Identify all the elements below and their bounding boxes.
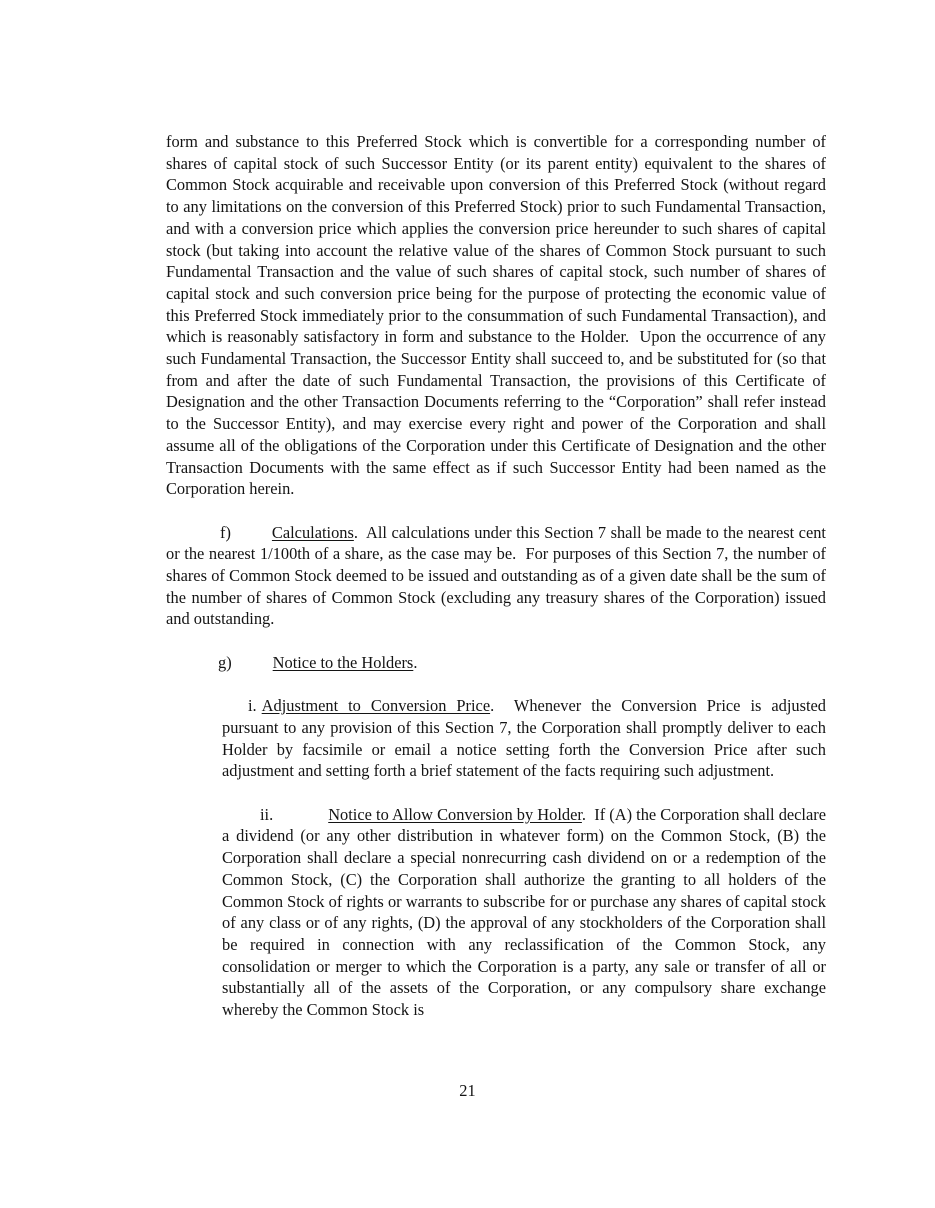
subsection-i-paragraph <box>222 695 826 782</box>
subsection-i-body: . Whenever the Conversion Price is adjusted pursuant to any provision of this Section 7, the Corporation shall promptly deliver to each Holder by facsimile or email a notice setting forth the Conversion Price after such adjustment and setting forth a brief statement of the facts requiring such adjustment. <box>222 696 826 781</box>
continuation-paragraph: form and substance to this Preferred Stock which is convertible for a corresponding number of shares of capital stock of such Successor Entity (or its parent entity) equivalent to the shares of Common Stock acquirable and receivable upon conversion of this Preferred Stock (without regard to any limitations on the conversion of this Preferred Stock) prior to such Fundamental Transaction, and with a conversion price which applies the conversion price hereunder to such shares of capital stock (but taking into account the relative value of the shares of Common Stock pursuant to such Fundamental Transaction and the value of such shares of capital stock, such number of shares of capital stock and such conversion price being for the purpose of protecting the economic value of this Preferred Stock immediately prior to the consummation of such Fundamental Transaction), and which is reasonably satisfactory in form and substance to the Holder. Upon the occurrence of any such Fundamental Transaction, the Successor Entity shall succeed to, and be substituted for (so that from and after the date of such Fundamental Transaction, the provisions of this Certificate of Designation and the other Transaction Documents referring to the “Corporation” shall refer instead to the Successor Entity), and may exercise every right and power of the Corporation and shall assume all of the obligations of the Corporation under this Certificate of Designation and the other Transaction Documents with the same effect as if such Successor Entity had been named as the Corporation herein. <box>166 132 826 499</box>
section-f-body: . All calculations under this Section 7 shall be made to the nearest cent or the nearest 1/100th of a share, as the case may be. For purposes of this Section 7, the number of shares of Common Stock deemed to be issued and outstanding as of a given date shall be the sum of the number of shares of Common Stock (excluding any treasury shares of the Corporation) issued and outstanding. <box>166 522 826 629</box>
section-f-paragraph <box>166 522 826 631</box>
section-g-label: g) <box>218 652 232 672</box>
subsection-ii-label: ii. <box>260 804 274 824</box>
subsection-ii-heading: Notice to Allow Conversion by Holder <box>328 804 582 824</box>
subsection-i-heading: Adjustment to Conversion Price <box>261 696 491 716</box>
section-g-heading: Notice to the Holders <box>272 652 414 672</box>
section-g-paragraph <box>166 652 826 674</box>
section-f-label: f) <box>220 522 231 542</box>
section-g-body: . <box>413 652 418 672</box>
page-number: 21 <box>459 1081 476 1100</box>
subsection-i-label: i. <box>248 696 257 716</box>
subsection-ii-body: . If (A) the Corporation shall declare a dividend (or any other distribution in whatever form) on the Common Stock, (B) the Corporation shall declare a special nonrecurring cash dividend on or a redemption of the Common Stock, (C) the Corporation shall authorize the granting to all holders of the Common Stock of rights or warrants to subscribe for or purchase any shares of capital stock of any class or of any rights, (D) the approval of any stockholders of the Corporation shall be required in connection with any reclassification of the Common Stock, any consolidation or merger to which the Corporation is a party, any sale or transfer of all or substantially all of the assets of the Corporation, or any compulsory share exchange whereby the Common Stock is <box>222 804 826 1020</box>
section-f-heading: Calculations <box>271 522 354 542</box>
subsection-ii-paragraph <box>222 804 826 1021</box>
